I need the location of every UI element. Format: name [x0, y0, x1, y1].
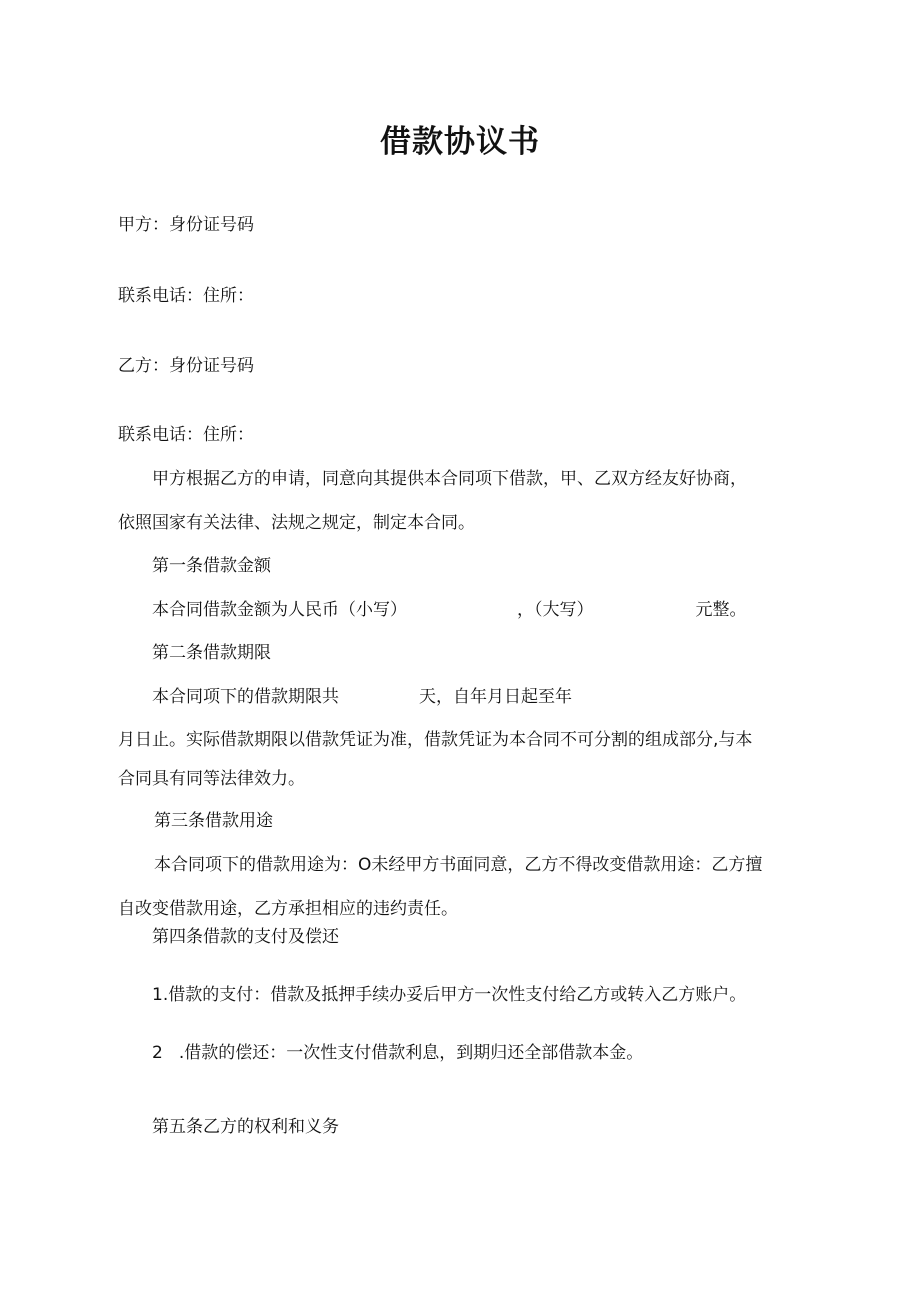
article-1-amount-lower: 本合同借款金额为人民币（小写）	[152, 600, 407, 620]
party-b-id-line: 乙方：身份证号码	[118, 356, 254, 376]
intro-paragraph-line-1: 甲方根据乙方的申请，同意向其提供本合同项下借款，甲、乙双方经友好协商，	[152, 469, 747, 489]
article-4-heading: 第四条借款的支付及偿还	[152, 927, 339, 947]
article-1-text	[152, 597, 747, 623]
document-title: 借款协议书	[380, 124, 540, 160]
article-2-line-2: 月日止。实际借款期限以借款凭证为准，借款凭证为本合同不可分割的组成部分,与本	[118, 730, 753, 750]
article-2-term-prefix: 本合同项下的借款期限共	[152, 687, 339, 707]
article-2-term-suffix: 天，自年月日起至年	[419, 687, 572, 707]
party-a-id-line: 甲方：身份证号码	[118, 215, 254, 235]
intro-paragraph-line-2: 依照国家有关法律、法规之规定，制定本合同。	[118, 513, 475, 533]
article-4-item-2	[152, 1040, 643, 1066]
article-5-heading: 第五条乙方的权利和义务	[152, 1117, 339, 1137]
article-2-line-1	[152, 684, 572, 710]
article-3-line-2: 自改变借款用途，乙方承担相应的违约责任。	[118, 899, 458, 919]
article-1-amount-upper: ，（大写）	[517, 600, 594, 620]
article-4-item-2-text: .借款的偿还：一次性支付借款利息，到期归还全部借款本金。	[178, 1043, 644, 1063]
party-b-contact-line: 联系电话：住所：	[118, 425, 254, 445]
article-2-heading: 第二条借款期限	[152, 643, 271, 663]
article-3-heading: 第三条借款用途	[154, 811, 273, 831]
party-a-contact-line: 联系电话：住所：	[118, 286, 254, 306]
article-4-item-1: 1.借款的支付：借款及抵押手续办妥后甲方一次性支付给乙方或转入乙方账户。	[152, 985, 747, 1005]
article-4-item-2-number: 2	[152, 1043, 163, 1063]
article-2-line-3: 合同具有同等法律效力。	[118, 769, 305, 789]
article-1-amount-suffix: 元整。	[695, 600, 747, 620]
article-3-line-1: 本合同项下的借款用途为：O未经甲方书面同意，乙方不得改变借款用途：乙方擅	[154, 855, 763, 875]
article-1-heading: 第一条借款金额	[152, 556, 271, 576]
